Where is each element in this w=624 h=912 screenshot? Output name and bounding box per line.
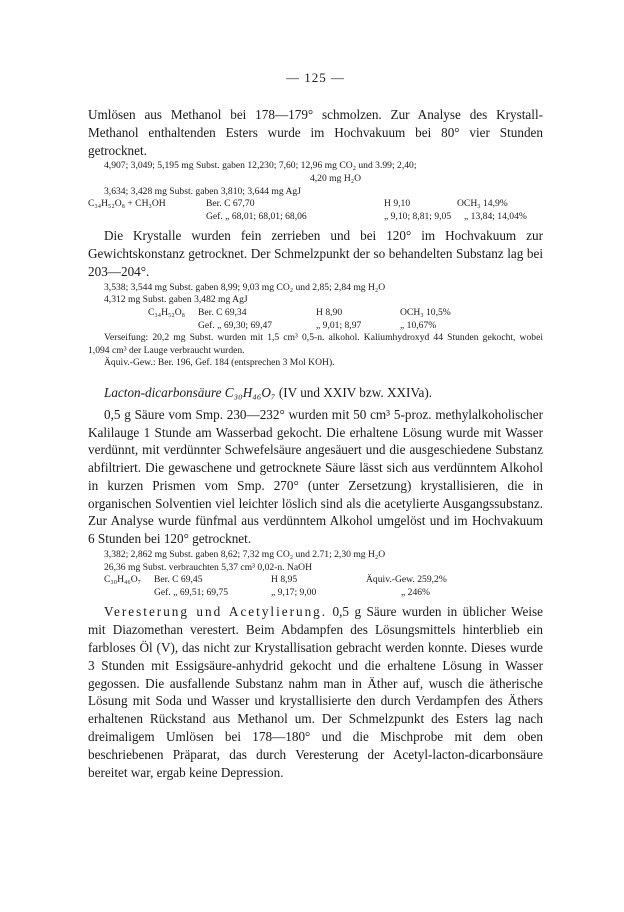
gef-c: Gef. „ 69,30; 69,47 [198,319,273,331]
analysis-block-2 [88,282,543,370]
gef-c: Gef. „ 69,51; 69,75 [154,586,229,598]
ber-c: Ber. C 67,70 [206,198,255,210]
analysis-line: 3,382; 2,862 mg Subst. gaben 8,62; 7,32 mg CO₂ und 2.71; 2,30 mg H₂O [104,549,386,561]
paragraph-saeure: 0,5 g Säure vom Smp. 230—232° wurden mit 50 cm³ 5-proz. methylalkoholischer Kalilauge 1 Stunde am Wasserbad gekocht. Die erhaltene Lösung wurde mit Wasser verdünnt, mit verdünnter Schwefelsäure angesäuert und die ausgeschiedene Substanz abfiltriert. Die gewaschene und getrocknete Säure lässt sich aus verdünntem Alkohol in kurzen Prismen vom Smp. 270° (unter Zersetzung) krystallisieren, die in organischen Solventien viel leichter löslich sind als die acetylierte Ausgangssubstanz. Zur Analyse wurde fünfmal aus verdünntem Alkohol umgelöst und im Hochvakuum 6 Stunden bei 120° getrocknet. [88,406,543,547]
formula: C₃₄H₅₂O₈ + CH₃OH [88,198,166,210]
gef-och: „ 10,67% [400,319,437,331]
page-number: — 125 — [286,70,345,85]
ber-row [88,307,543,320]
heading-rest: (IV und XXIV bzw. XXIVa). [275,384,433,400]
section-heading [88,384,543,402]
paragraph-krystalle: Die Krystalle wurden fein zerrieben und bei 120° im Hochvakuum zur Gewichtskonstanz getrocknet. Der Schmelzpunkt der so behandelten Substanz lag bei 203—204°. [88,228,543,279]
gef-och: „ 13,84; 14,04% [464,210,527,222]
ber-h: H 8,90 [316,306,343,318]
paragraph-umloesen: Umlösen aus Methanol bei 178—179° schmolzen. Zur Analyse des Krystall-Methanol enthaltenden Esters wurde im Hochvakuum bei 80° vier Stunden getrocknet. [88,107,543,158]
ber-och: OCH₃ 10,5% [400,306,451,318]
analysis-block-3 [88,549,543,599]
gef-row [88,587,543,600]
ber-aequiv: Äquiv.-Gew. 259,2% [366,574,447,586]
ber-h: H 9,10 [384,198,411,210]
analysis-line: 26,36 mg Subst. verbrauchten 5,37 cm³ 0,02-n. NaOH [104,561,313,573]
paragraph-lead: Veresterung und Acetylierung. [104,604,328,620]
ber-och: OCH₃ 14,9% [457,198,508,210]
paragraph-text: 0,5 g Säure wurden in üblicher Weise mit Diazomethan verestert. Beim Abdampfen des Lösungsmittels hinterblieb ein farbloses Öl (V), das nicht zur Krystallisation gebracht werden konnte. Dieses wurde 3 Stunden mit Essigsäure-anhydrid gekocht und die erhaltene Lösung in Wasser gegossen. Die ausfallende Substanz nahm man in Äther auf, wusch die ätherische Lösung mit Soda und Wasser und krystallisierte den durch Verdampfen des Äthers erhaltenen Rückstand aus Methanol um. Der Schmelzpunkt des Esters lag nach dreimaligem Umlösen bei 178—180° und die Mischprobe mit dem oben beschriebenen Präparat, das durch Veresterung der Acetyl-lacton-dicarbonsäure bereitet war, ergab keine Depression. [88,604,543,780]
paragraph-veresterung [88,603,543,781]
analysis-line: 4,312 mg Subst. gaben 3,482 mg AgJ [104,294,248,306]
gef-c: Gef. „ 68,01; 68,01; 68,06 [206,210,307,222]
ber-row [88,574,543,587]
formula: C₃₀H₄₆O₇ [104,574,141,586]
analysis-line: 4,907; 3,049; 5,195 mg Subst. gaben 12,230; 7,60; 12,96 mg CO₂ und 3.99; 2,40; [104,160,417,172]
ber-row [88,198,543,211]
aequiv-note: Äquiv.-Gew.: Ber. 196, Gef. 184 (entsprechen 3 Mol KOH). [104,357,335,369]
heading-compound: Lacton-dicarbonsäure C₃₀H₄₆O₇ [104,384,276,400]
formula: C₃₄H₅₂O₈ [148,306,185,318]
gef-row [88,320,543,333]
gef-h: „ 9,17; 9,00 [271,586,317,598]
gef-row [88,211,543,224]
analysis-line: 4,20 mg H₂O [309,172,362,184]
analysis-line: 3,538; 3,544 mg Subst. gaben 8,99; 9,03 mg CO₂ und 2,85; 2,84 mg H₂O [104,281,386,293]
gef-h: „ 9,10; 8,81; 9,05 [384,210,452,222]
gef-aequiv: „ 246% [401,586,431,598]
gef-h: „ 9,01; 8,97 [316,319,362,331]
ber-c: Ber. C 69,34 [198,306,247,318]
ber-c: Ber. C 69,45 [154,574,203,586]
analysis-line: 3,634; 3,428 mg Subst. gaben 3,810; 3,644 mg AgJ [104,185,301,197]
page [88,70,543,781]
verseifung-note: Verseifung: 20,2 mg Subst. wurden mit 1,5 cm³ 0,5-n. alkohol. Kaliumhydroxyd 44 Stunden gekocht, wobei 1,094 cm³ der Lauge verbraucht wurden. [88,332,543,356]
ber-h: H 8,95 [271,574,298,586]
analysis-block-1 [88,160,543,223]
